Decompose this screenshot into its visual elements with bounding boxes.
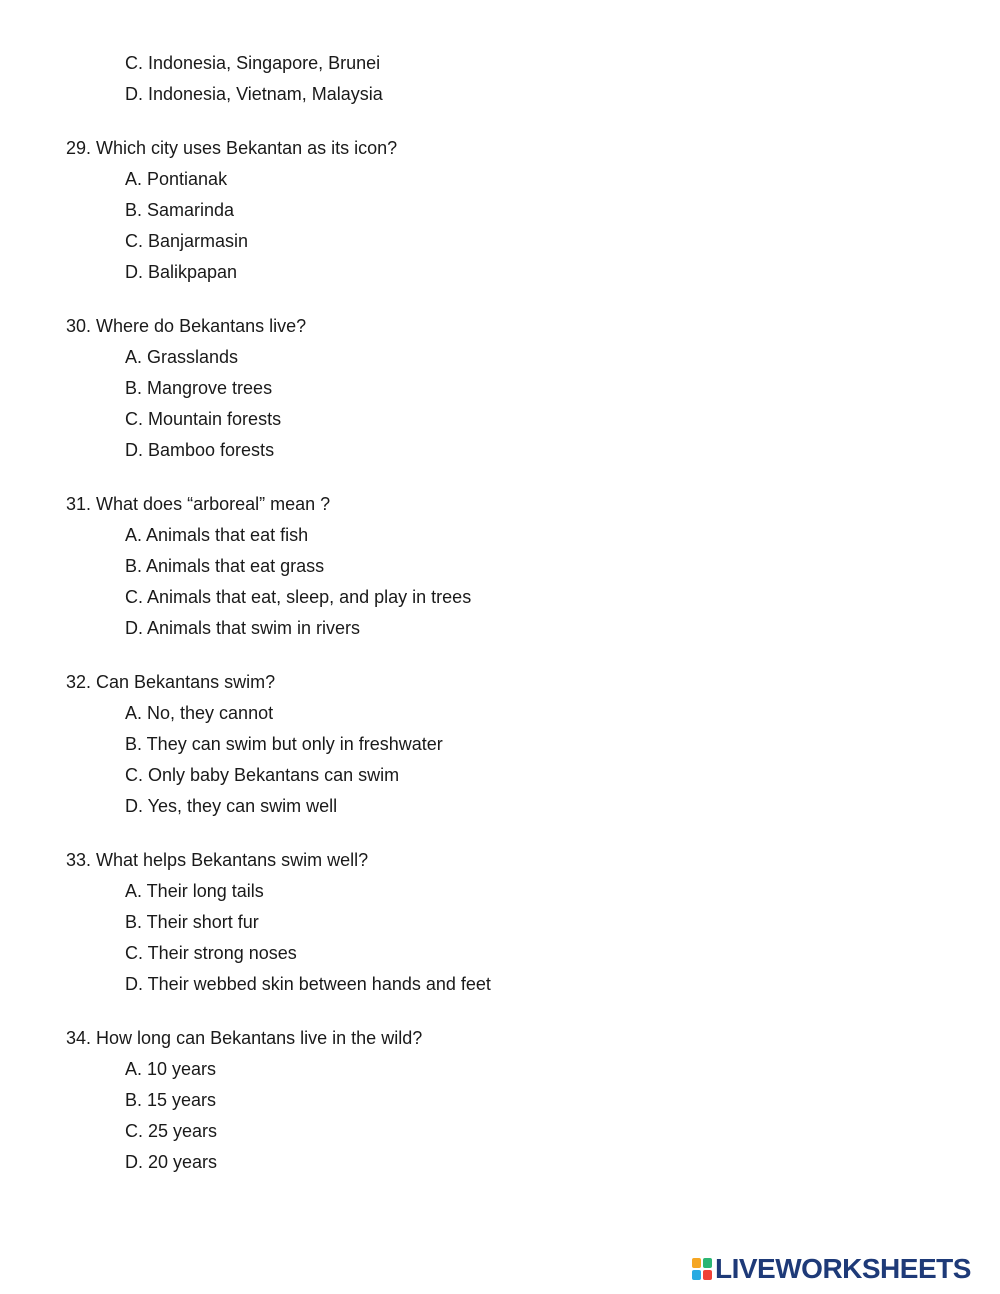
logo-mark-icon <box>692 1258 712 1280</box>
logo-square-icon <box>692 1270 701 1280</box>
q29-option-a: A. Pontianak <box>125 169 228 189</box>
q32-question: 32. Can Bekantans swim? <box>66 672 276 692</box>
q31-option-c: C. Animals that eat, sleep, and play in trees <box>125 587 472 607</box>
q30-option-d: D. Bamboo forests <box>125 440 275 460</box>
q34-option-d: D. 20 years <box>125 1152 218 1172</box>
q30-option-c: C. Mountain forests <box>125 409 282 429</box>
q33-option-a: A. Their long tails <box>125 881 264 901</box>
logo-square-icon <box>703 1270 712 1280</box>
q31-option-b: B. Animals that eat grass <box>125 556 325 576</box>
q30-option-b: B. Mangrove trees <box>125 378 273 398</box>
q30-option-a: A. Grasslands <box>125 347 239 367</box>
q29-option-d: D. Balikpapan <box>125 262 238 282</box>
q28-option-c: C. Indonesia, Singapore, Brunei <box>125 53 381 73</box>
q31-option-d: D. Animals that swim in rivers <box>125 618 361 638</box>
q33-question: 33. What helps Bekantans swim well? <box>66 850 369 870</box>
q32-option-b: B. They can swim but only in freshwater <box>125 734 443 754</box>
q29-option-c: C. Banjarmasin <box>125 231 249 251</box>
q32-option-a: A. No, they cannot <box>125 703 274 723</box>
q34-option-a: A. 10 years <box>125 1059 217 1079</box>
q33-option-c: C. Their strong noses <box>125 943 297 963</box>
q32-option-d: D. Yes, they can swim well <box>125 796 338 816</box>
q34-option-b: B. 15 years <box>125 1090 217 1110</box>
q32-option-c: C. Only baby Bekantans can swim <box>125 765 400 785</box>
logo-square-icon <box>692 1258 701 1268</box>
q29-question: 29. Which city uses Bekantan as its icon? <box>66 138 398 158</box>
q34-question: 34. How long can Bekantans live in the wild? <box>66 1028 423 1048</box>
q34-option-c: C. 25 years <box>125 1121 218 1141</box>
q31-option-a: A. Animals that eat fish <box>125 525 309 545</box>
logo-text: LIVEWORKSHEETS <box>715 1253 971 1284</box>
q28-option-d: D. Indonesia, Vietnam, Malaysia <box>125 84 383 104</box>
q33-option-d: D. Their webbed skin between hands and feet <box>125 974 491 994</box>
q31-question: 31. What does “arboreal” mean ? <box>66 494 331 514</box>
liveworksheets-logo <box>692 1254 971 1284</box>
q29-option-b: B. Samarinda <box>125 200 235 220</box>
q30-question: 30. Where do Bekantans live? <box>66 316 307 336</box>
logo-square-icon <box>703 1258 712 1268</box>
q33-option-b: B. Their short fur <box>125 912 259 932</box>
